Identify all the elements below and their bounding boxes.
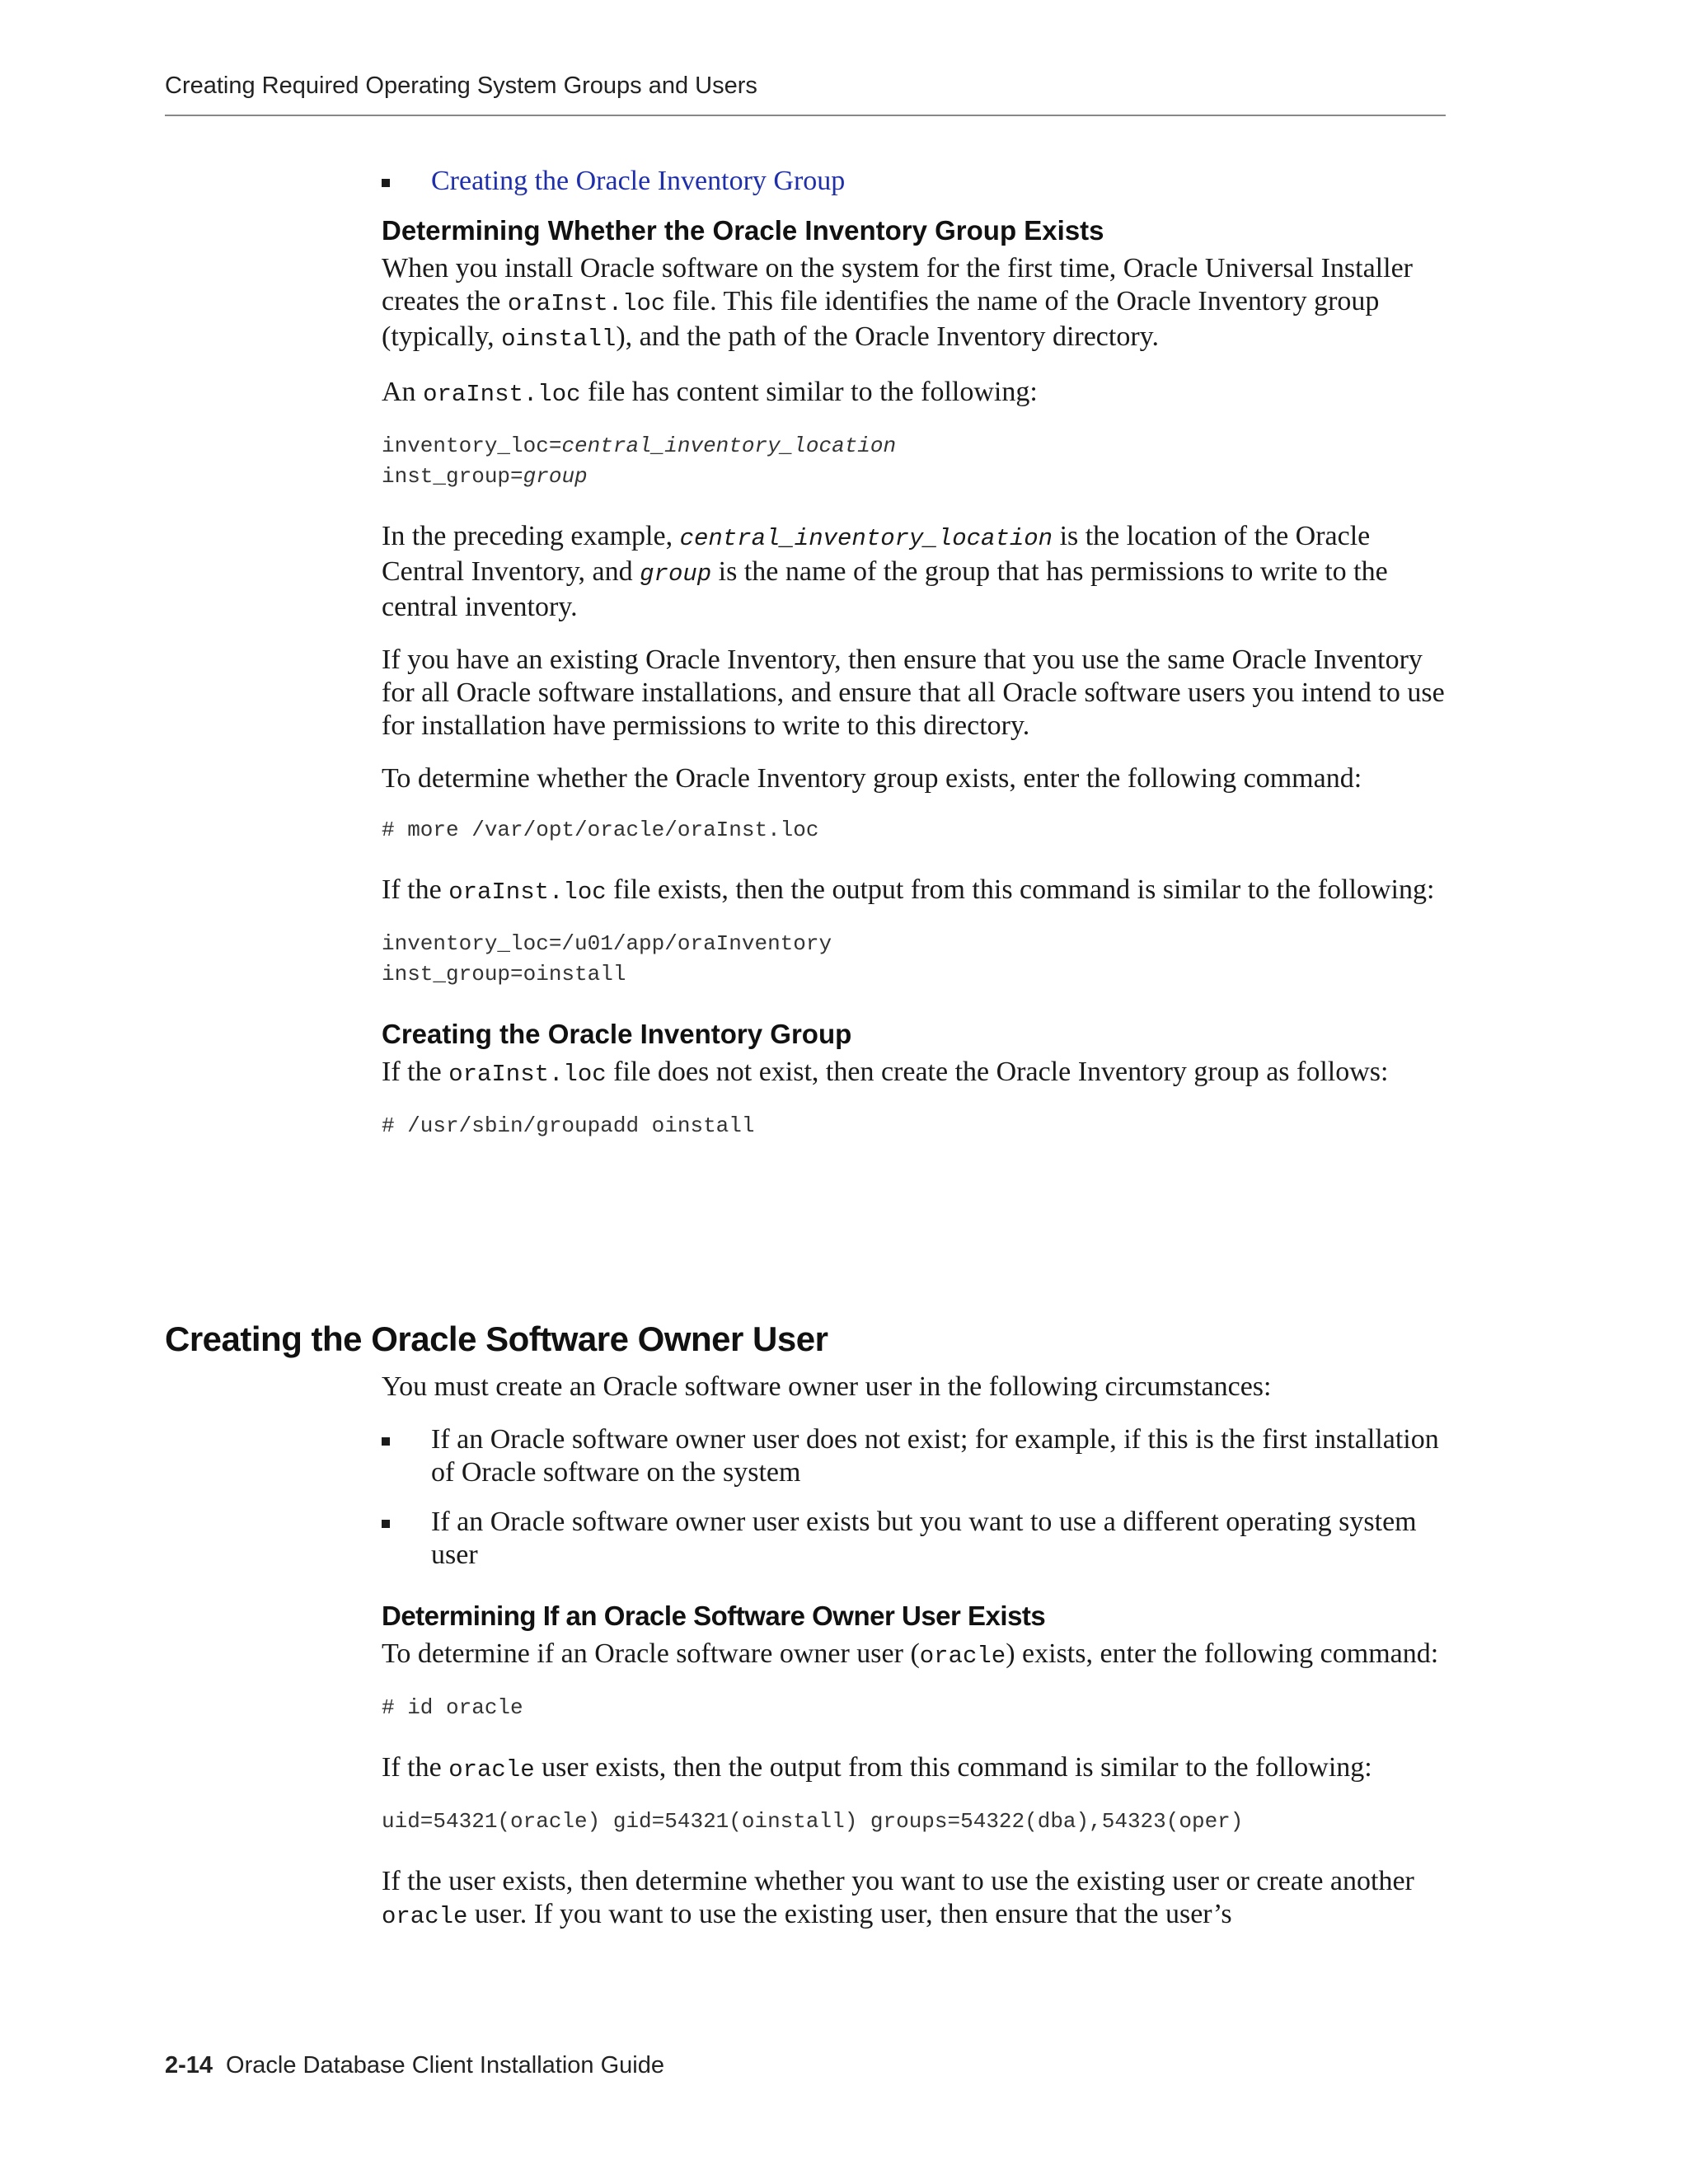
code-block: # id oracle	[382, 1695, 523, 1720]
paragraph: When you install Oracle software on the system for the first time, Oracle Universal Installer creates the oraInst.loc file. This file identifies the name of the Oracle Inventory group (typically, oinstall), and the path of the Oracle Inventory directory.	[382, 253, 1413, 353]
paragraph: If the oraInst.loc file does not exist, then create the Oracle Inventory group as follows:	[382, 1057, 1389, 1088]
running-header: Creating Required Operating System Groups and Users	[165, 73, 757, 99]
code-block: inventory_loc=central_inventory_location inst_group=group	[382, 434, 897, 489]
heading-determining-inventory-group: Determining Whether the Oracle Inventory Group Exists	[382, 215, 1104, 246]
code-block: # /usr/sbin/groupadd oinstall	[382, 1113, 755, 1138]
page-number: 2-14	[165, 2052, 213, 2079]
bullet-icon	[382, 1437, 390, 1446]
paragraph: If you have an existing Oracle Inventory, then ensure that you use the same Oracle Inventory for all Oracle software installations, and ensure that all Oracle software users you intend to use for installation have permissions to write to this directory.	[382, 644, 1445, 741]
top-link-list	[382, 165, 1445, 198]
paragraph: In the preceding example, central_inventory_location is the location of the Oracle Central Inventory, and group is the name of the group that has permissions to write to the central inventory.	[382, 521, 1388, 622]
paragraph: If the user exists, then determine whether you want to use the existing user or create another oracle user. If you want to use the existing user, then ensure that the user’s	[382, 1866, 1414, 1930]
paragraph: An oraInst.loc file has content similar to the following:	[382, 377, 1038, 408]
page-footer	[165, 2052, 664, 2079]
list-item	[382, 165, 1445, 198]
code-block: uid=54321(oracle) gid=54321(oinstall) groups=54322(dba),54323(oper)	[382, 1809, 1244, 1834]
code-block: inventory_loc=/u01/app/oraInventory inst_group=oinstall	[382, 931, 832, 987]
book-title: Oracle Database Client Installation Guide	[226, 2052, 665, 2079]
paragraph: You must create an Oracle software owner user in the following circumstances:	[382, 1371, 1272, 1402]
section-content	[382, 1371, 1445, 1953]
paragraph: To determine whether the Oracle Inventory group exists, enter the following command:	[382, 763, 1362, 794]
bullet-icon	[382, 179, 390, 187]
list-item: If an Oracle software owner user does not exist; for example, if this is the first installation of Oracle software on the system	[382, 1423, 1445, 1489]
heading-creating-software-owner: Creating the Oracle Software Owner User	[165, 1319, 828, 1358]
circumstance-list	[382, 1423, 1445, 1572]
header-rule	[165, 115, 1446, 116]
code-block: # more /var/opt/oracle/oraInst.loc	[382, 818, 819, 842]
heading-creating-inventory-group: Creating the Oracle Inventory Group	[382, 1019, 852, 1049]
paragraph: If the oraInst.loc file exists, then the output from this command is similar to the following:	[382, 874, 1435, 906]
paragraph: To determine if an Oracle software owner user (oracle) exists, enter the following command:	[382, 1638, 1439, 1670]
paragraph: If the oracle user exists, then the output from this command is similar to the following:	[382, 1752, 1372, 1783]
main-content	[382, 165, 1445, 1169]
bullet-icon	[382, 1520, 390, 1528]
list-item: If an Oracle software owner user exists but you want to use a different operating system user	[382, 1506, 1445, 1572]
heading-determining-owner-exists: Determining If an Oracle Software Owner User Exists	[382, 1601, 1046, 1631]
link-creating-inventory-group[interactable]: Creating the Oracle Inventory Group	[431, 166, 846, 196]
